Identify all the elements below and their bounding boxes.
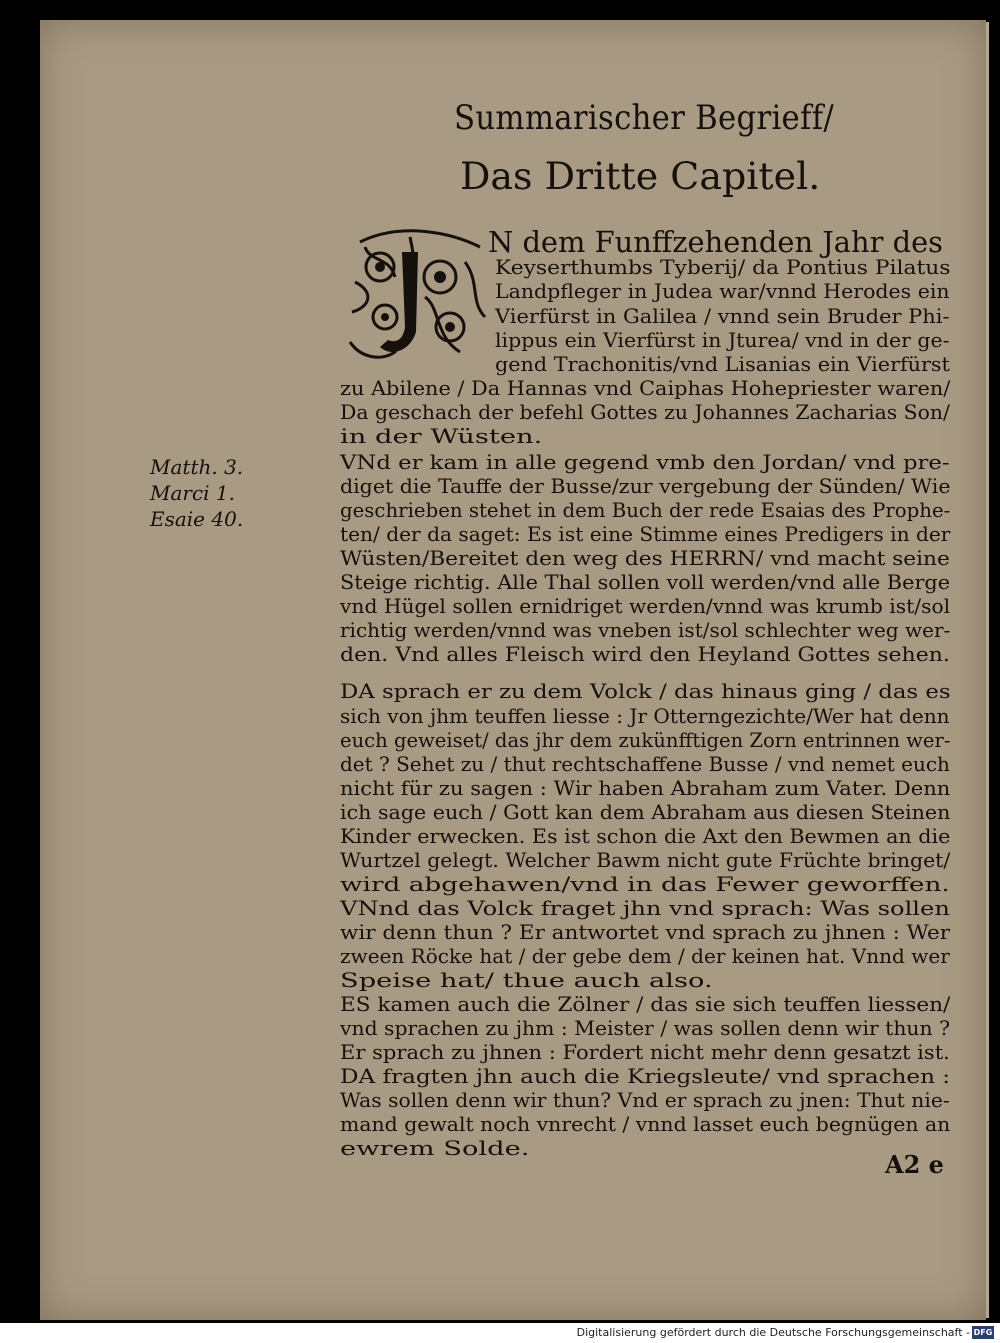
- text-line: Speise hat/ thue auch also.: [340, 969, 713, 992]
- text-line: geschrieben stehet in dem Buch der rede Esaias des Prophe-: [340, 499, 951, 522]
- text-line: zween Röcke hat / der gebe dem / der keinen hat. Vnnd wer: [340, 945, 950, 968]
- text-line: wird abgehawen/vnd in das Fewer geworffen.: [340, 873, 950, 896]
- text-line: DA fragten jhn auch die Kriegsleute/ vnd sprachen :: [340, 1065, 951, 1088]
- text-line: VNd er kam in alle gegend vmb den Jordan/ vnd pre-: [340, 451, 950, 474]
- text-line: vnd Hügel sollen ernidriget werden/vnnd was krumb ist/sol: [340, 595, 951, 618]
- text-line: DA sprach er zu dem Volck / das hinaus ging / das es: [340, 680, 951, 703]
- footer-credit: Digitalisierung gefördert durch die Deutsche Forschungsgemeinschaft -: [576, 1326, 970, 1339]
- text-line: vnd sprachen zu jhm : Meister / was sollen denn wir thun ?: [340, 1017, 950, 1040]
- text-line: wir denn thun ? Er antwortet vnd sprach zu jhnen : Wer: [340, 921, 951, 944]
- page-edge: [986, 22, 989, 1318]
- text-line: Wüsten/Bereitet den weg des HERRN/ vnd macht seine: [340, 547, 950, 570]
- decorated-initial: [340, 222, 494, 364]
- text-line: richtig werden/vnnd was vneben ist/sol schlechter weg wer-: [340, 619, 951, 642]
- text-line: nicht für zu sagen : Wir haben Abraham zum Vater. Denn: [340, 777, 951, 800]
- text-line: Landpfleger in Judea war/vnnd Herodes ein: [495, 280, 950, 303]
- catchword: A2 e: [885, 1150, 944, 1179]
- text-line: diget die Tauffe der Busse/zur vergebung der Sünden/ Wie: [340, 475, 951, 498]
- first-text-line: N dem Funffzehenden Jahr des: [488, 225, 943, 259]
- text-line: Keyserthumbs Tyberij/ da Pontius Pilatus: [495, 256, 951, 279]
- margin-note-matthew: Matth. 3.: [150, 455, 244, 479]
- text-line: den. Vnd alles Fleisch wird den Heyland Gottes sehen.: [340, 643, 950, 666]
- chapter-subheading: Das Dritte Capitel.: [460, 155, 821, 198]
- text-line: ich sage euch / Gott kan dem Abraham aus diesen Steinen: [340, 801, 951, 824]
- text-line: det ? Sehet zu / thut rechtschaffene Busse / vnd nemet euch: [340, 753, 950, 776]
- margin-note-isaiah: Esaie 40.: [150, 507, 244, 531]
- text-line: lippus ein Vierfürst in Jturea/ vnd in der ge-: [495, 329, 950, 352]
- text-line: ewrem Solde.: [340, 1137, 530, 1160]
- chapter-heading: Summarischer Begrieff/: [454, 98, 834, 138]
- text-line: ES kamen auch die Zölner / das sie sich teuffen liessen/: [340, 993, 951, 1016]
- footer-bar: [0, 1323, 1000, 1343]
- text-line: Da geschach der befehl Gottes zu Johannes Zacharias Son/: [340, 401, 950, 424]
- text-line: Steige richtig. Alle Thal sollen voll werden/vnd alle Berge: [340, 571, 951, 594]
- text-line: Vierfürst in Galilea / vnnd sein Bruder Phi-: [495, 305, 950, 328]
- text-line: mand gewalt noch vnrecht / vnnd lasset euch begnügen an: [340, 1113, 951, 1136]
- margin-note-mark: Marci 1.: [150, 481, 235, 505]
- text-line: ten/ der da saget: Es ist eine Stimme eines Predigers in der: [340, 523, 951, 546]
- text-line: Was sollen denn wir thun? Vnd er sprach zu jnen: Thut nie-: [340, 1089, 950, 1112]
- text-line: in der Wüsten.: [340, 425, 543, 448]
- text-line: sich von jhm teuffen liesse : Jr Otterngezichte/Wer hat denn: [340, 705, 950, 728]
- text-line: euch geweiset/ das jhr dem zukünfftigen Zorn entrinnen wer-: [340, 729, 951, 752]
- text-line: Wurtzel gelegt. Welcher Bawm nicht gute Früchte bringet/: [340, 849, 951, 872]
- text-line: zu Abilene / Da Hannas vnd Caiphas Hohepriester waren/: [340, 377, 951, 400]
- dfg-logo: DFG: [973, 1328, 993, 1337]
- text-line: Er sprach zu jhnen : Fordert nicht mehr denn gesatzt ist.: [340, 1041, 950, 1064]
- text-line: Kinder erwecken. Es ist schon die Axt den Bewmen an die: [340, 825, 951, 848]
- text-line: gend Trachonitis/vnd Lisanias ein Vierfürst: [495, 353, 950, 376]
- text-line: VNnd das Volck fraget jhn vnd sprach: Was sollen: [340, 897, 950, 920]
